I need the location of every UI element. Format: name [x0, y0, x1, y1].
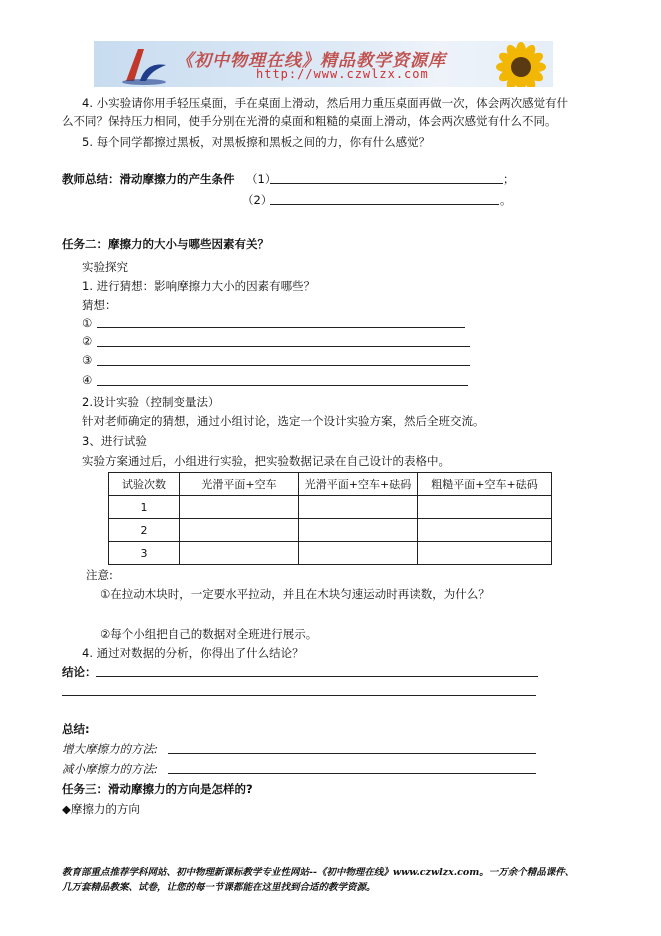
table-cell[interactable] [180, 542, 299, 565]
table-row [109, 496, 552, 519]
step-4: 4. 通过对数据的分析，你得出了什么结论？ [82, 646, 304, 660]
trial-number: 2 [109, 519, 180, 542]
condition-2-end: 。 [500, 193, 512, 207]
conclusion-label: 结论： [62, 665, 97, 679]
trial-number: 3 [109, 542, 180, 565]
conclusion-blank-1[interactable] [96, 676, 538, 677]
task2-title: 任务二：摩擦力的大小与哪些因素有关？ [62, 237, 269, 251]
step-2: 2.设计实验（控制变量法） [82, 395, 220, 409]
teacher-summary-label: 教师总结：滑动摩擦力的产生条件 [62, 172, 235, 186]
condition-2-marker: （2） [242, 193, 273, 207]
guess-4-blank[interactable] [97, 385, 468, 386]
note-1: ①在拉动木块时，一定要水平拉动，并且在木块匀速运动时再读数，为什么？ [100, 587, 490, 601]
table-header-row [109, 473, 552, 496]
summary-label: 总结: [62, 722, 90, 736]
table-row [109, 542, 552, 565]
guess-3-marker: ③ [82, 353, 93, 367]
note-2: ②每个小组把自己的数据对全班进行展示。 [100, 627, 318, 641]
header-smooth-empty: 光滑平面+空车 [180, 473, 299, 496]
task3-title: 任务三：滑动摩擦力的方向是怎样的? [62, 782, 253, 796]
table-cell[interactable] [180, 496, 299, 519]
header-banner [94, 41, 553, 87]
note-label: 注意: [86, 568, 113, 582]
guess-1-marker: ① [82, 316, 93, 330]
table-cell[interactable] [418, 542, 552, 565]
condition-1-end: ； [503, 172, 515, 186]
question-4-line1: 4. 小实验请你用手轻压桌面，手在桌面上滑动，然后用力重压桌面再做一次，体会两次感觉有什 [82, 96, 569, 110]
table-cell[interactable] [418, 519, 552, 542]
question-4-line2: 么不同？保持压力相同，使手分别在光滑的桌面和粗糙的桌面上滑动，体会两次感觉有什么不同。 [62, 114, 557, 128]
decrease-friction-label: 减小摩擦力的方法: [62, 762, 158, 776]
sunflower-icon [483, 41, 553, 87]
banner-title: 《初中物理在线》精品教学资源库 [176, 51, 446, 71]
step-3: 3、进行试验 [82, 434, 147, 448]
condition-1-marker: （1） [246, 172, 277, 186]
guess-label: 猜想： [82, 298, 117, 312]
table-cell[interactable] [299, 519, 418, 542]
conclusion-blank-2[interactable] [62, 695, 536, 696]
table-cell[interactable] [299, 542, 418, 565]
footer-line-2: 几万套精品教案、试卷，让您的每一节课都能在这里找到合适的教学资源。 [62, 882, 376, 893]
guess-2-marker: ② [82, 334, 93, 348]
increase-friction-label: 增大摩擦力的方法: [62, 742, 158, 756]
header-smooth-weight: 光滑平面+空车+砝码 [299, 473, 418, 496]
data-table [108, 472, 552, 565]
guess-3-blank[interactable] [97, 365, 470, 366]
question-5: 5. 每个同学都擦过黑板，对黑板擦和黑板之间的力，你有什么感觉？ [82, 135, 431, 149]
increase-friction-blank[interactable] [168, 753, 536, 754]
trial-number: 1 [109, 496, 180, 519]
guess-4-marker: ④ [82, 373, 93, 387]
condition-2-blank[interactable] [270, 204, 499, 205]
header-rough-weight: 粗糙平面+空车+砝码 [418, 473, 552, 496]
guess-2-blank[interactable] [97, 346, 470, 347]
step-3-desc: 实验方案通过后，小组进行实验，把实验数据记录在自己设计的表格中。 [82, 454, 450, 468]
decrease-friction-blank[interactable] [168, 773, 536, 774]
table-cell[interactable] [299, 496, 418, 519]
footer-line-1: 教育部重点推荐学科网站、初中物理新课标教学专业性网站--《初中物理在线》www.czwlzx.com。一万余个精品课件、 [62, 867, 575, 878]
table-cell[interactable] [180, 519, 299, 542]
step-2-desc: 针对老师确定的猜想，通过小组讨论，选定一个设计实验方案，然后全班交流。 [82, 414, 485, 428]
header-trial: 试验次数 [109, 473, 180, 496]
friction-direction: ◆摩擦力的方向 [62, 802, 140, 816]
banner-url: http://www.czwlzx.com [256, 67, 429, 81]
table-cell[interactable] [418, 496, 552, 519]
condition-1-blank[interactable] [270, 183, 503, 184]
logo-icon [114, 41, 174, 87]
experiment-explore: 实验探究 [82, 260, 128, 274]
step-1: 1. 进行猜想：影响摩擦力大小的因素有哪些？ [82, 279, 316, 293]
guess-1-blank[interactable] [97, 327, 465, 328]
table-row [109, 519, 552, 542]
footer [62, 865, 622, 895]
